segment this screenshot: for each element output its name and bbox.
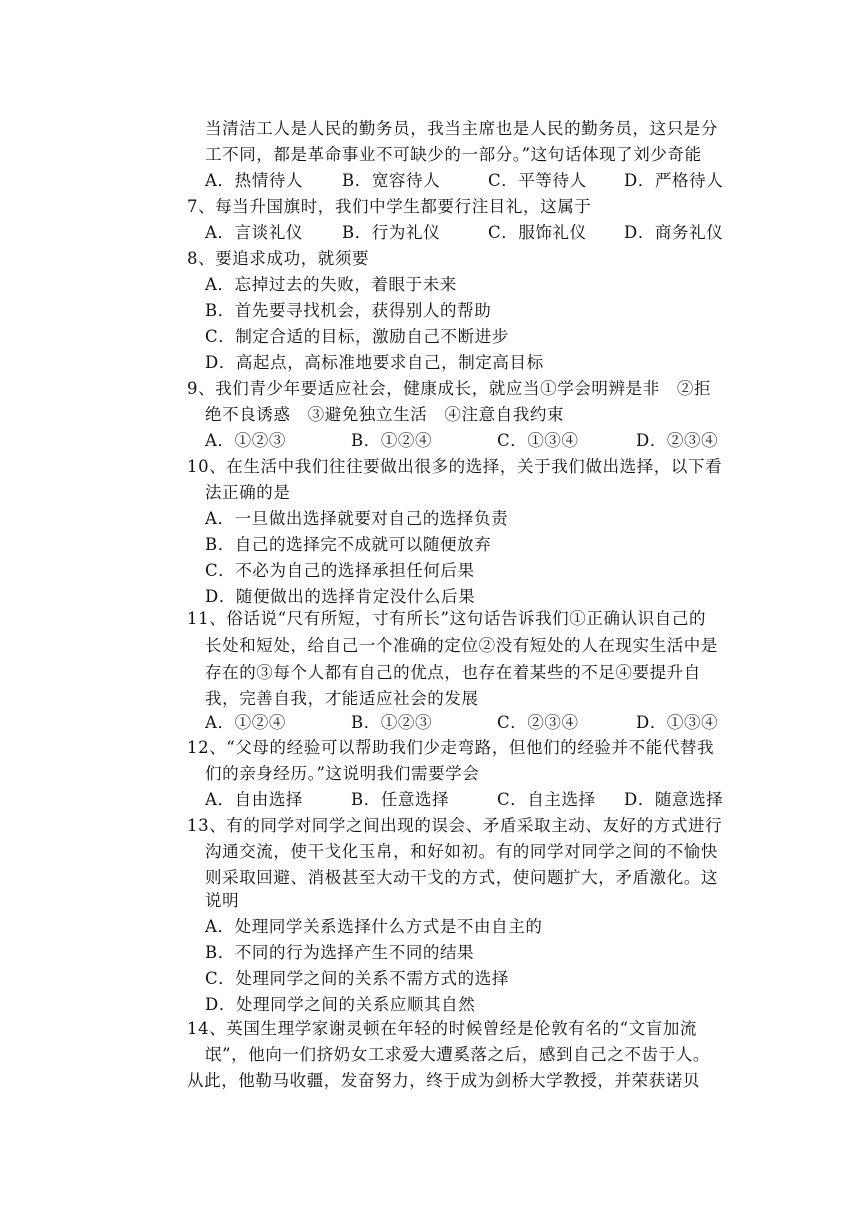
q6-line-1: 当清洁工人是人民的勤务员，我当主席也是人民的勤务员，这只是分 <box>205 119 718 138</box>
q8-option-b[interactable]: B．首先要寻找机会，获得别人的帮助 <box>205 301 492 320</box>
q11-option-a[interactable]: A．①②④ <box>205 713 286 732</box>
q12-option-c[interactable]: C．自主选择 <box>497 790 596 809</box>
q11-stem-line-2: 长处和短处，给自己一个准确的定位②没有短处的人在现实生活中是 <box>205 636 718 655</box>
q10-option-a[interactable]: A．一旦做出选择就要对自己的选择负责 <box>205 509 509 528</box>
q11-stem-line-4: 我，完善自我，才能适应社会的发展 <box>205 689 479 708</box>
q7-option-d[interactable]: D．商务礼仪 <box>624 223 724 242</box>
q9-option-c[interactable]: C．①③④ <box>497 431 579 450</box>
q7-stem: 7、每当升国旗时，我们中学生都要行注目礼，这属于 <box>187 197 592 216</box>
q7-option-c[interactable]: C．服饰礼仪 <box>488 223 587 242</box>
q6-option-c[interactable]: C．平等待人 <box>488 171 587 190</box>
q8-option-c[interactable]: C．制定合适的目标，激励自己不断进步 <box>205 327 509 346</box>
q7-option-a[interactable]: A．言谈礼仪 <box>205 223 304 242</box>
q6-option-b[interactable]: B．宽容待人 <box>342 171 441 190</box>
q11-stem-line-3: 存在的③每个人都有自己的优点，也存在着某些的不足④要提升自 <box>205 663 701 682</box>
q10-stem-line-2: 法正确的是 <box>205 483 291 502</box>
q13-stem-line-1: 13、有的同学对同学之间出现的误会、矛盾采取主动、友好的方式进行 <box>187 816 723 835</box>
q12-option-d[interactable]: D．随意选择 <box>624 790 724 809</box>
q8-stem: 8、要追求成功，就须要 <box>187 249 370 268</box>
q11-option-d[interactable]: D．①③④ <box>636 713 719 732</box>
q6-line-2: 工不同，都是革命事业不可缺少的一部分。”这句话体现了刘少奇能 <box>205 145 702 164</box>
q11-stem-line-1: 11、俗话说“尺有所短，寸有所长”这句话告诉我们①正确认识自己的 <box>187 609 707 628</box>
q13-stem-line-4: 说明 <box>205 891 240 910</box>
q13-option-b[interactable]: B．不同的行为选择产生不同的结果 <box>205 943 475 962</box>
q14-stem-line-1: 14、英国生理学家谢灵顿在年轻的时候曾经是伦敦有名的“文盲加流 <box>187 1019 698 1038</box>
q13-stem-line-2: 沟通交流，使干戈化玉帛，和好如初。有的同学对同学之间的不愉快 <box>205 842 718 861</box>
q11-option-c[interactable]: C．②③④ <box>497 713 579 732</box>
q7-option-b[interactable]: B．行为礼仪 <box>342 223 441 242</box>
q9-option-d[interactable]: D．②③④ <box>636 431 719 450</box>
q6-option-d[interactable]: D．严格待人 <box>624 171 724 190</box>
q10-option-d[interactable]: D．随便做出的选择肯定没什么后果 <box>205 587 476 606</box>
q13-option-a[interactable]: A．处理同学关系选择什么方式是不由自主的 <box>205 917 543 936</box>
q9-stem-line-2: 绝不良诱惑 ③避免独立生活 ④注意自我约束 <box>205 405 565 424</box>
q14-stem-line-3: 从此，他勒马收疆，发奋努力，终于成为剑桥大学教授，并荣获诺贝 <box>187 1071 700 1090</box>
q8-option-a[interactable]: A．忘掉过去的失败，着眼于未来 <box>205 275 457 294</box>
q12-stem-line-1: 12、“父母的经验可以帮助我们少走弯路，但他们的经验并不能代替我 <box>187 738 715 757</box>
q14-stem-line-2: 氓”，他向一们挤奶女工求爱大遭奚落之后，感到自己之不齿于人。 <box>205 1045 710 1064</box>
q11-option-b[interactable]: B．①②③ <box>351 713 433 732</box>
q6-option-a[interactable]: A．热情待人 <box>205 171 304 190</box>
q12-option-a[interactable]: A．自由选择 <box>205 790 304 809</box>
q12-option-b[interactable]: B．任意选择 <box>351 790 450 809</box>
q9-option-b[interactable]: B．①②④ <box>351 431 433 450</box>
q13-stem-line-3: 则采取回避、消极甚至大动干戈的方式，使问题扩大，矛盾激化。这 <box>205 868 718 887</box>
q9-stem-line-1: 9、我们青少年要适应社会，健康成长，就应当①学会明辨是非 ②拒 <box>187 379 712 398</box>
q13-option-c[interactable]: C．处理同学之间的关系不需方式的选择 <box>205 969 509 988</box>
q8-option-d[interactable]: D．高起点，高标准地要求自己，制定高目标 <box>205 353 544 372</box>
q13-option-d[interactable]: D．处理同学之间的关系应顺其自然 <box>205 995 476 1014</box>
q10-option-b[interactable]: B．自己的选择完不成就可以随便放弃 <box>205 535 492 554</box>
q10-option-c[interactable]: C．不必为自己的选择承担任何后果 <box>205 561 475 580</box>
q10-stem-line-1: 10、在生活中我们往往要做出很多的选择，关于我们做出选择，以下看 <box>187 457 723 476</box>
q12-stem-line-2: 们的亲身经历。”这说明我们需要学会 <box>205 764 480 783</box>
q9-option-a[interactable]: A．①②③ <box>205 431 286 450</box>
